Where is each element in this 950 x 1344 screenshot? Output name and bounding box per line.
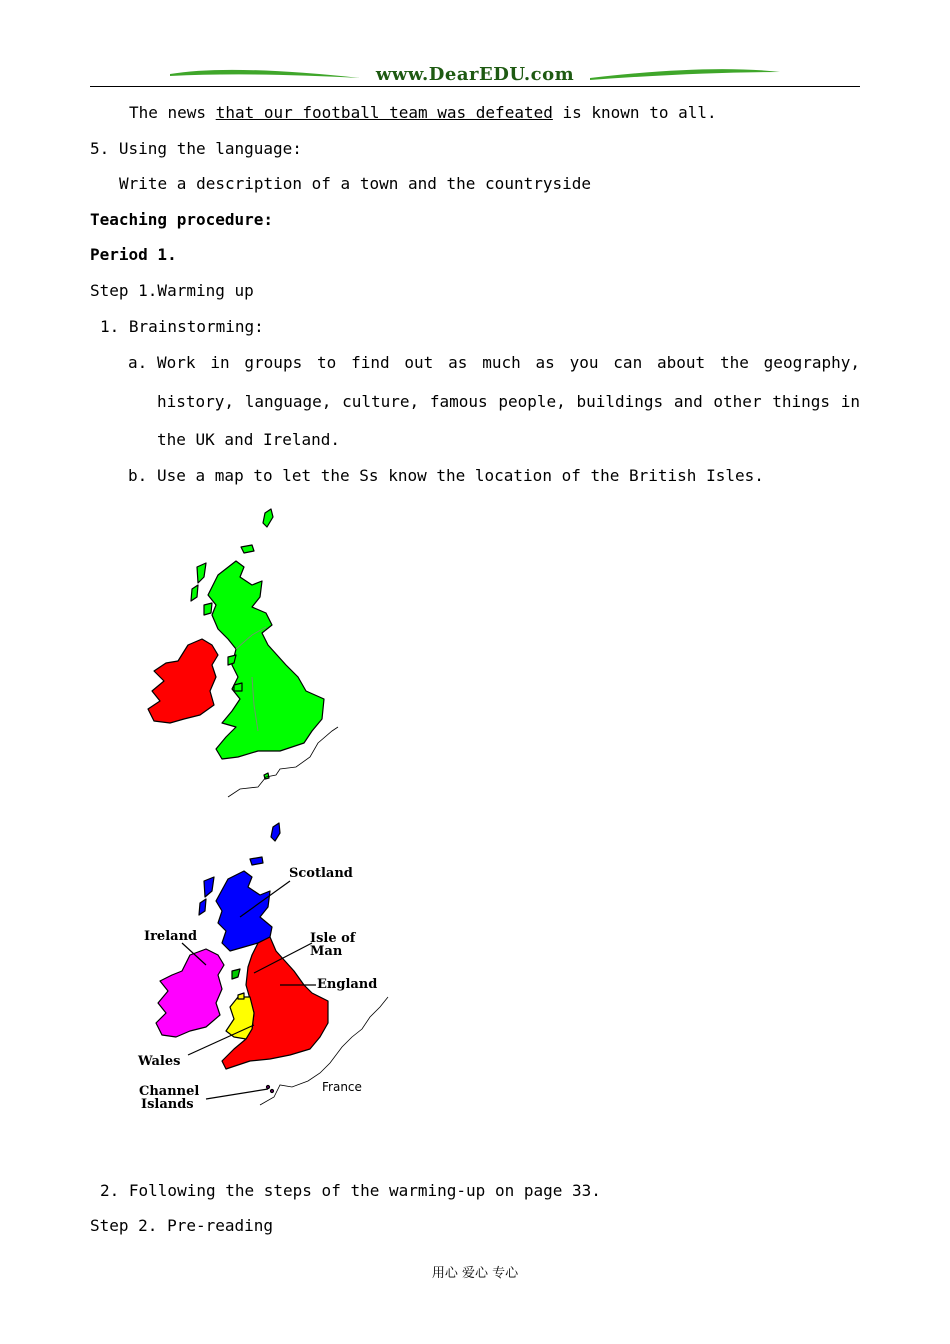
label-france: France (322, 1080, 362, 1094)
example-sentence: The news that our football team was defeated is known to all. (129, 103, 717, 122)
scotland (216, 871, 272, 951)
site-brand-logo: www.DearEDU.com (375, 64, 575, 85)
label-scotland: Scotland (289, 866, 353, 881)
ireland (148, 639, 218, 723)
following-steps-item: 2. Following the steps of the warming-up on page 33. (100, 1181, 601, 1200)
label-england: England (317, 977, 378, 992)
item-b-text: Use a map to let the Ss know the location of the British Isles. (157, 466, 764, 485)
orkney-islands (241, 545, 254, 553)
orkney-islands (250, 857, 263, 865)
inner-hebrides (204, 603, 212, 615)
ireland (156, 949, 224, 1037)
task-description: Write a description of a town and the countryside (119, 174, 592, 193)
underlined-clause: that our football team was defeated (215, 103, 553, 122)
period-heading: Period 1. (90, 245, 177, 264)
label-channel-2: Islands (141, 1097, 194, 1112)
hebrides-north (197, 563, 206, 583)
page-header (90, 60, 860, 90)
anglesey (234, 683, 242, 691)
label-isle-of-man-2: Man (310, 944, 343, 959)
label-channel-1: Channel (139, 1084, 200, 1099)
wales (226, 997, 254, 1039)
channel-island-1 (267, 1086, 270, 1089)
british-isles-map-2 (130, 815, 400, 1125)
british-isles-map-1 (140, 505, 350, 805)
channel-island-2 (271, 1090, 274, 1093)
step-2-heading: Step 2. Pre-reading (90, 1216, 274, 1235)
item-b-marker: b. (128, 466, 148, 485)
teaching-procedure-heading: Teaching procedure: (90, 210, 274, 229)
shetland-islands (271, 823, 280, 841)
label-wales: Wales (138, 1054, 181, 1069)
hebrides-south (199, 899, 206, 915)
item-a-line-3: the UK and Ireland. (157, 430, 341, 449)
isle-of-man (232, 969, 240, 979)
brainstorming-item: 1. Brainstorming: (100, 317, 264, 336)
page-footer: 用心 爱心 专心 (431, 1266, 519, 1281)
step-1-heading: Step 1.Warming up (90, 281, 254, 300)
item-a-marker: a. (128, 353, 148, 372)
hebrides-south (191, 585, 198, 601)
label-isle-of-man-1: Isle of (310, 931, 356, 946)
section-using-language: 5. Using the language: (90, 139, 302, 158)
item-a-line-2: history, language, culture, famous people, buildings and other things in (157, 392, 860, 411)
shetland-islands (263, 509, 273, 527)
hebrides-north (204, 877, 214, 897)
channel-islands-leader (206, 1089, 268, 1099)
great-britain (208, 561, 324, 759)
anglesey (238, 993, 244, 999)
header-rule (90, 86, 860, 87)
item-a-line-1: Work in groups to find out as much as you can about the geography, (157, 353, 860, 372)
label-ireland: Ireland (144, 929, 198, 944)
